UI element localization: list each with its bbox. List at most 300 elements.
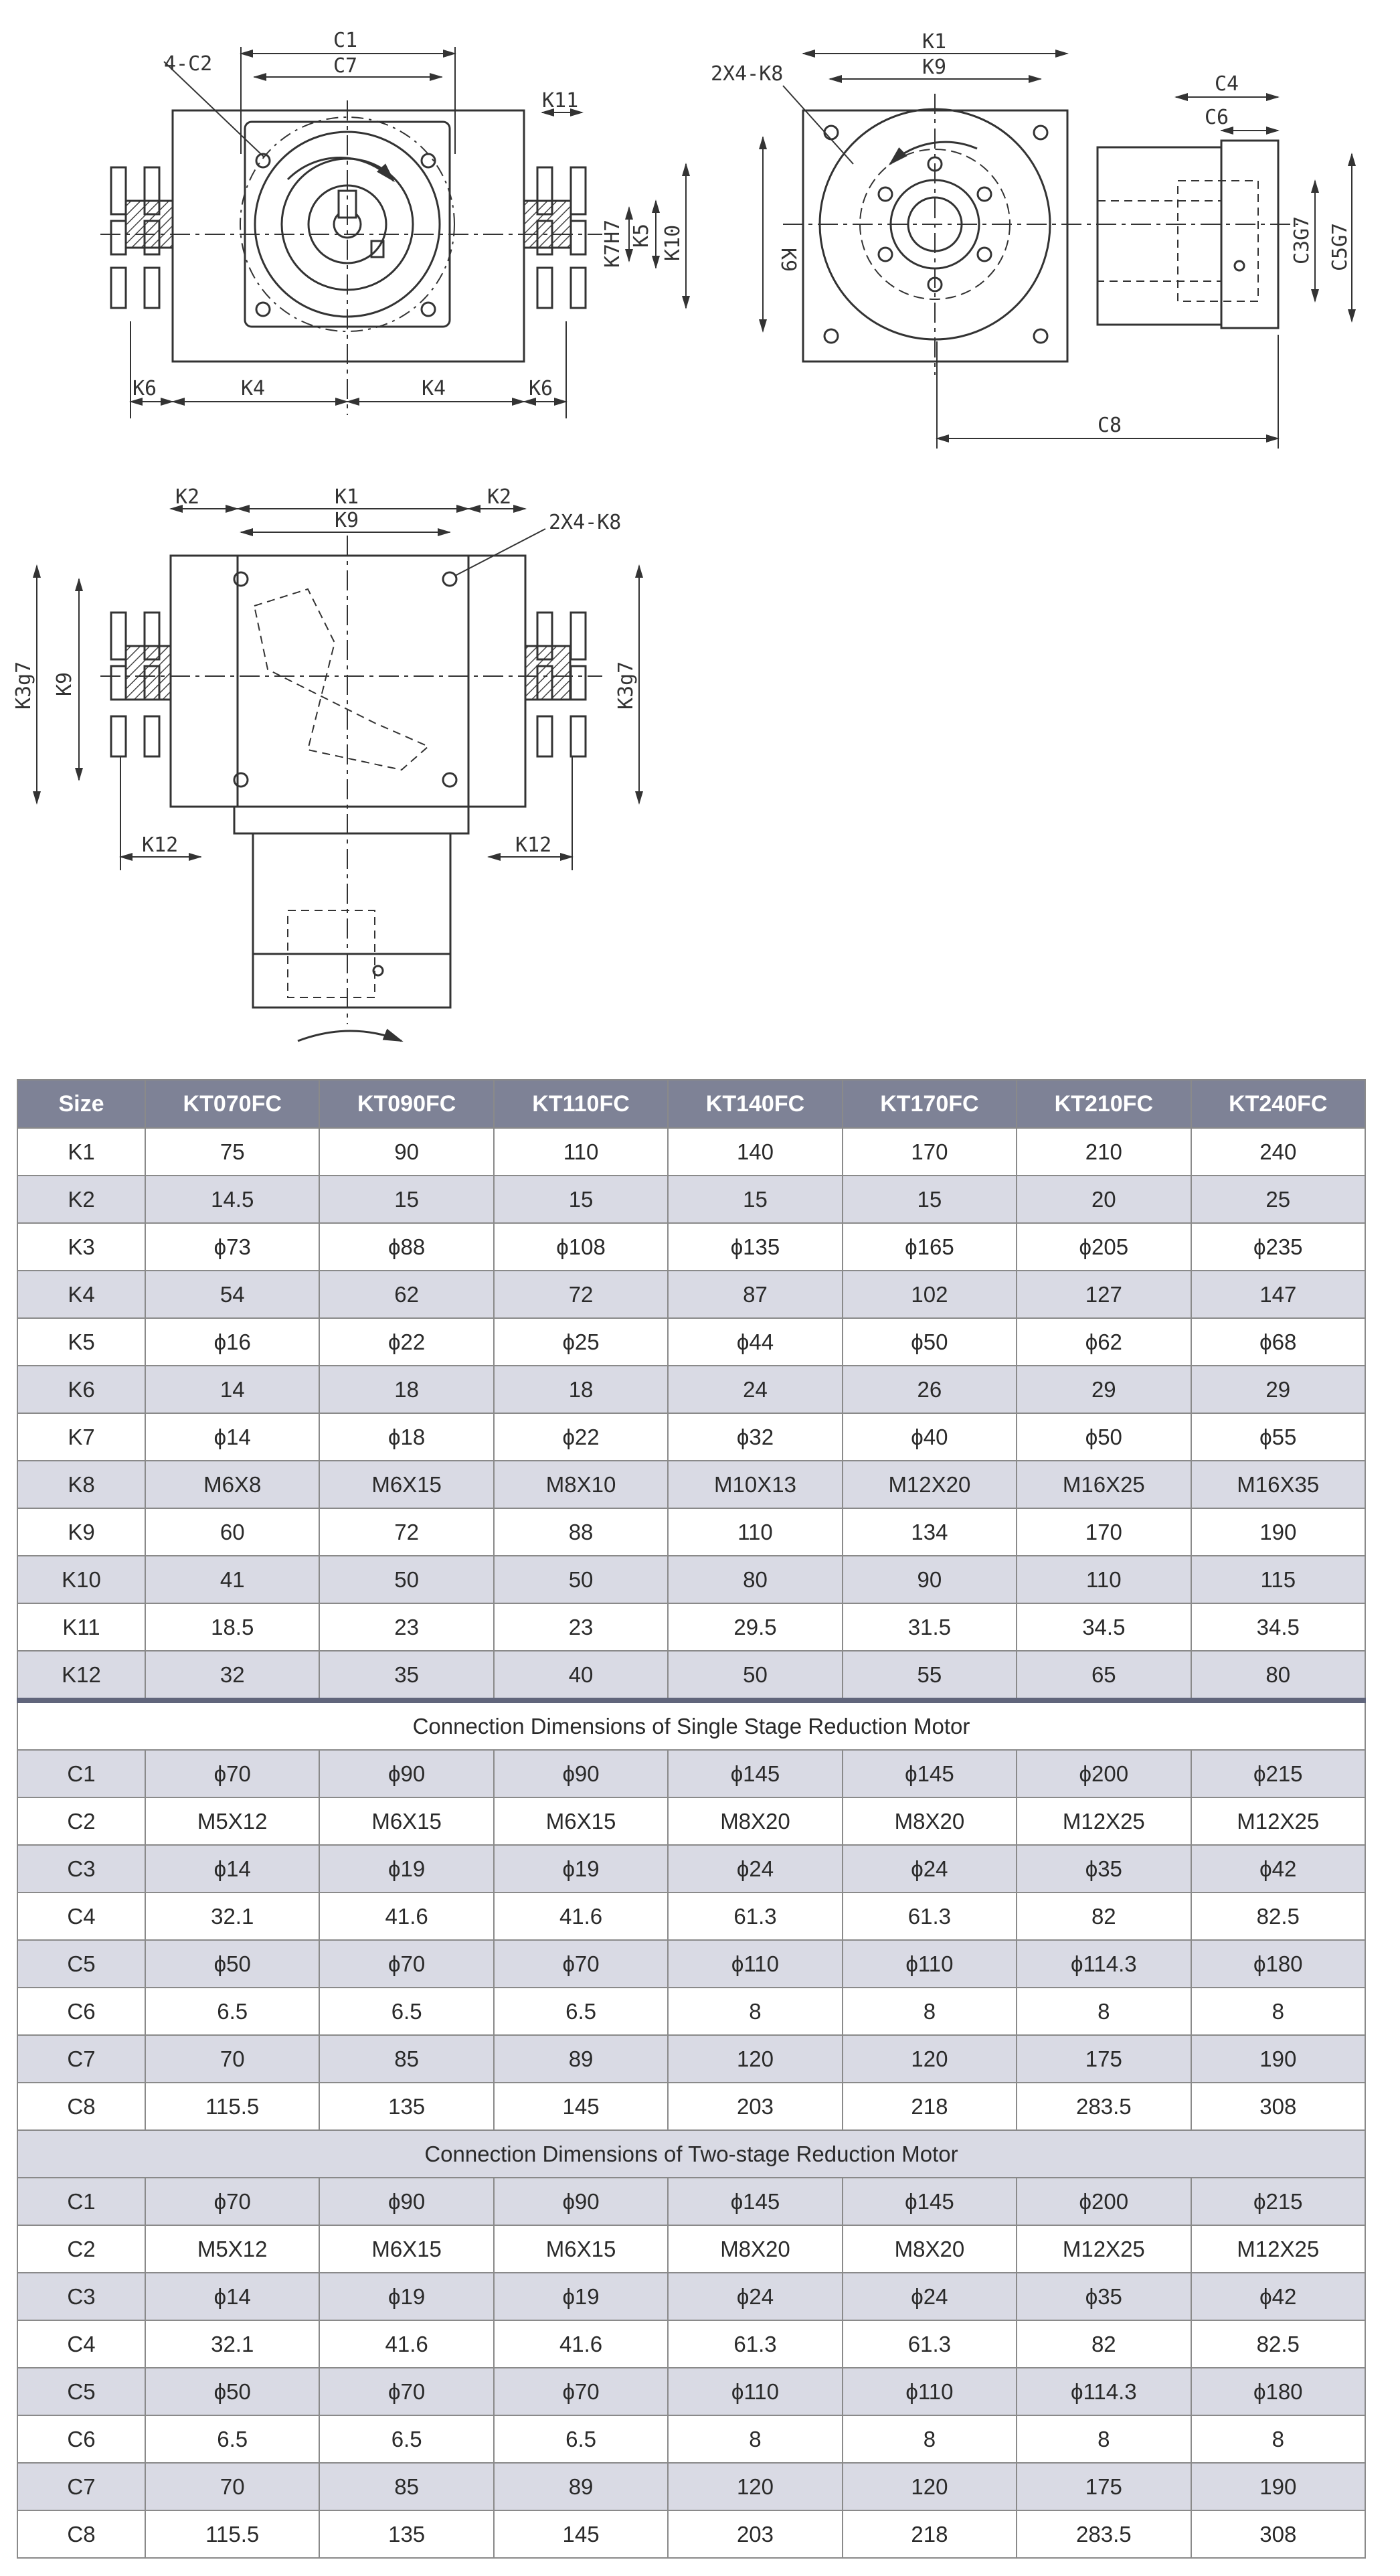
- svg-text:C1: C1: [333, 29, 358, 52]
- table-cell: 40: [494, 1651, 668, 1700]
- table-cell: ϕ25: [494, 1318, 668, 1366]
- table-cell: ϕ32: [668, 1413, 842, 1461]
- table-row: [17, 2320, 1365, 2368]
- table-cell: M6X15: [319, 2225, 493, 2273]
- row-label: C1: [17, 2178, 145, 2225]
- table-cell: ϕ40: [843, 1413, 1017, 1461]
- row-label: K3: [17, 1223, 145, 1271]
- table-cell: 135: [319, 2510, 493, 2558]
- table-cell: 70: [145, 2035, 319, 2083]
- table-cell: 283.5: [1017, 2510, 1191, 2558]
- table-cell: 18: [319, 1366, 493, 1413]
- table-cell: 31.5: [843, 1603, 1017, 1651]
- table-cell: 110: [494, 1128, 668, 1176]
- svg-text:C6: C6: [1205, 106, 1229, 129]
- table-cell: 29: [1017, 1366, 1191, 1413]
- table-cell: 90: [319, 1128, 493, 1176]
- table-cell: 120: [843, 2035, 1017, 2083]
- table-cell: ϕ235: [1191, 1223, 1365, 1271]
- table-cell: 32.1: [145, 2320, 319, 2368]
- svg-text:K12: K12: [142, 833, 179, 857]
- table-cell: ϕ68: [1191, 1318, 1365, 1366]
- table-cell: ϕ145: [843, 2178, 1017, 2225]
- table-cell: ϕ90: [319, 1750, 493, 1797]
- table-cell: 15: [843, 1176, 1017, 1223]
- table-cell: 82.5: [1191, 1893, 1365, 1940]
- row-label: C2: [17, 1797, 145, 1845]
- table-cell: 115.5: [145, 2510, 319, 2558]
- table-cell: M10X13: [668, 1461, 842, 1508]
- row-label: K11: [17, 1603, 145, 1651]
- table-cell: 15: [319, 1176, 493, 1223]
- table-cell: 89: [494, 2035, 668, 2083]
- row-label: K8: [17, 1461, 145, 1508]
- table-cell: 32: [145, 1651, 319, 1700]
- table-cell: ϕ110: [843, 2368, 1017, 2415]
- table-cell: ϕ55: [1191, 1413, 1365, 1461]
- table-cell: 88: [494, 1508, 668, 1556]
- row-label: K2: [17, 1176, 145, 1223]
- table-row: [17, 1893, 1365, 1940]
- table-row: [17, 1750, 1365, 1797]
- table-row: [17, 2225, 1365, 2273]
- row-label: C4: [17, 2320, 145, 2368]
- row-label: C7: [17, 2035, 145, 2083]
- size-header: Size: [17, 1080, 145, 1128]
- table-cell: 6.5: [145, 1988, 319, 2035]
- table-cell: M6X15: [319, 1461, 493, 1508]
- table-row: [17, 1556, 1365, 1603]
- table-cell: 18: [494, 1366, 668, 1413]
- row-label: K12: [17, 1651, 145, 1700]
- table-cell: ϕ145: [843, 1750, 1017, 1797]
- table-row: [17, 2463, 1365, 2510]
- table-cell: ϕ50: [145, 1940, 319, 1988]
- table-cell: 62: [319, 1271, 493, 1318]
- table-cell: M8X20: [668, 2225, 842, 2273]
- table-cell: 20: [1017, 1176, 1191, 1223]
- table-cell: 55: [843, 1651, 1017, 1700]
- row-label: K4: [17, 1271, 145, 1318]
- k-dimensions: [17, 1128, 1365, 1700]
- table-cell: ϕ16: [145, 1318, 319, 1366]
- svg-text:K4: K4: [422, 377, 446, 400]
- table-cell: 240: [1191, 1128, 1365, 1176]
- table-cell: 50: [319, 1556, 493, 1603]
- table-cell: M12X25: [1191, 2225, 1365, 2273]
- row-label: K9: [17, 1508, 145, 1556]
- svg-text:K1: K1: [922, 30, 947, 54]
- table-cell: 15: [494, 1176, 668, 1223]
- table-cell: 8: [843, 2415, 1017, 2463]
- row-label: C8: [17, 2083, 145, 2130]
- table-cell: 120: [843, 2463, 1017, 2510]
- table-cell: 102: [843, 1271, 1017, 1318]
- svg-text:2X4-K8: 2X4-K8: [549, 511, 622, 534]
- table-cell: 8: [668, 1988, 842, 2035]
- table-cell: ϕ70: [145, 1750, 319, 1797]
- model-header: KT140FC: [668, 1080, 842, 1128]
- table-cell: 218: [843, 2083, 1017, 2130]
- table-row: [17, 2368, 1365, 2415]
- table-cell: M8X20: [843, 1797, 1017, 1845]
- table-cell: 34.5: [1017, 1603, 1191, 1651]
- table-cell: 70: [145, 2463, 319, 2510]
- table-cell: ϕ62: [1017, 1318, 1191, 1366]
- table-cell: 8: [1017, 2415, 1191, 2463]
- table-row: [17, 1461, 1365, 1508]
- table-cell: 14: [145, 1366, 319, 1413]
- table-cell: 283.5: [1017, 2083, 1191, 2130]
- table-cell: 72: [319, 1508, 493, 1556]
- table-cell: ϕ18: [319, 1413, 493, 1461]
- table-cell: M5X12: [145, 2225, 319, 2273]
- svg-text:K9: K9: [335, 509, 359, 532]
- table-cell: ϕ14: [145, 1845, 319, 1893]
- table-cell: ϕ70: [319, 2368, 493, 2415]
- table-cell: ϕ42: [1191, 1845, 1365, 1893]
- table-cell: ϕ215: [1191, 2178, 1365, 2225]
- table-cell: M6X8: [145, 1461, 319, 1508]
- svg-text:K6: K6: [529, 377, 553, 400]
- svg-text:K4: K4: [241, 377, 266, 400]
- table-cell: ϕ90: [319, 2178, 493, 2225]
- table-cell: 170: [1017, 1508, 1191, 1556]
- model-header: KT240FC: [1191, 1080, 1365, 1128]
- table-cell: ϕ50: [1017, 1413, 1191, 1461]
- table-row: [17, 1651, 1365, 1700]
- table-cell: 80: [1191, 1651, 1365, 1700]
- table-cell: M6X15: [494, 2225, 668, 2273]
- svg-text:C4: C4: [1215, 72, 1239, 96]
- table-cell: 308: [1191, 2510, 1365, 2558]
- row-label: K10: [17, 1556, 145, 1603]
- table-cell: 41: [145, 1556, 319, 1603]
- svg-text:K9: K9: [53, 671, 76, 696]
- table-row: [17, 1176, 1365, 1223]
- table-cell: M8X20: [843, 2225, 1017, 2273]
- svg-text:C3G7: C3G7: [1290, 216, 1314, 264]
- table-cell: 190: [1191, 1508, 1365, 1556]
- table-cell: 18.5: [145, 1603, 319, 1651]
- table-cell: 8: [668, 2415, 842, 2463]
- svg-text:K2: K2: [487, 485, 512, 509]
- table-cell: 29: [1191, 1366, 1365, 1413]
- table-cell: ϕ73: [145, 1223, 319, 1271]
- svg-text:K7H7: K7H7: [601, 219, 624, 268]
- row-label: C4: [17, 1893, 145, 1940]
- table-cell: 308: [1191, 2083, 1365, 2130]
- table-cell: 89: [494, 2463, 668, 2510]
- table-cell: 6.5: [494, 1988, 668, 2035]
- table-cell: ϕ180: [1191, 2368, 1365, 2415]
- table-cell: 41.6: [319, 2320, 493, 2368]
- two-stage-title: Connection Dimensions of Two-stage Reduction Motor: [17, 2130, 1365, 2178]
- table-row: [17, 1366, 1365, 1413]
- table-cell: 210: [1017, 1128, 1191, 1176]
- table-cell: 8: [1017, 1988, 1191, 2035]
- table-row: [17, 2273, 1365, 2320]
- table-cell: 35: [319, 1651, 493, 1700]
- table-cell: 65: [1017, 1651, 1191, 1700]
- technical-drawings: [0, 0, 1400, 1071]
- table-cell: 120: [668, 2463, 842, 2510]
- table-cell: ϕ42: [1191, 2273, 1365, 2320]
- table-cell: ϕ110: [843, 1940, 1017, 1988]
- svg-text:K11: K11: [542, 89, 579, 112]
- table-cell: ϕ205: [1017, 1223, 1191, 1271]
- row-label: K7: [17, 1413, 145, 1461]
- svg-text:C5G7: C5G7: [1328, 222, 1352, 271]
- svg-text:K3g7: K3g7: [614, 661, 638, 710]
- table-cell: 110: [668, 1508, 842, 1556]
- table-cell: ϕ35: [1017, 2273, 1191, 2320]
- table-cell: ϕ35: [1017, 1845, 1191, 1893]
- table-cell: 24: [668, 1366, 842, 1413]
- table-row: [17, 1603, 1365, 1651]
- table-cell: ϕ24: [668, 1845, 842, 1893]
- table-cell: 190: [1191, 2035, 1365, 2083]
- table-row: [17, 2415, 1365, 2463]
- table-cell: ϕ145: [668, 2178, 842, 2225]
- model-header: KT210FC: [1017, 1080, 1191, 1128]
- table-cell: ϕ70: [494, 1940, 668, 1988]
- table-cell: 110: [1017, 1556, 1191, 1603]
- table-cell: 170: [843, 1128, 1017, 1176]
- table-cell: ϕ22: [494, 1413, 668, 1461]
- table-cell: M12X25: [1017, 1797, 1191, 1845]
- table-cell: 8: [843, 1988, 1017, 2035]
- table-cell: 87: [668, 1271, 842, 1318]
- table-cell: 23: [319, 1603, 493, 1651]
- table-cell: ϕ14: [145, 2273, 319, 2320]
- table-cell: ϕ180: [1191, 1940, 1365, 1988]
- table-cell: M6X15: [494, 1797, 668, 1845]
- table-cell: 75: [145, 1128, 319, 1176]
- svg-text:C7: C7: [333, 54, 358, 78]
- table-cell: 23: [494, 1603, 668, 1651]
- table-cell: 218: [843, 2510, 1017, 2558]
- table-cell: M12X25: [1191, 1797, 1365, 1845]
- row-label: K5: [17, 1318, 145, 1366]
- table-cell: ϕ44: [668, 1318, 842, 1366]
- table-row: [17, 2083, 1365, 2130]
- table-cell: ϕ19: [494, 2273, 668, 2320]
- table-cell: 61.3: [843, 1893, 1017, 1940]
- row-label: C1: [17, 1750, 145, 1797]
- svg-text:K10: K10: [661, 224, 685, 261]
- svg-text:K9: K9: [776, 248, 800, 272]
- table-row: [17, 1940, 1365, 1988]
- table-cell: ϕ24: [668, 2273, 842, 2320]
- svg-text:K1: K1: [335, 485, 359, 509]
- table-cell: M16X25: [1017, 1461, 1191, 1508]
- row-label: C3: [17, 2273, 145, 2320]
- table-cell: 50: [668, 1651, 842, 1700]
- table-row: [17, 1223, 1365, 1271]
- table-cell: 34.5: [1191, 1603, 1365, 1651]
- table-row: [17, 1988, 1365, 2035]
- table-cell: ϕ88: [319, 1223, 493, 1271]
- table-cell: 115: [1191, 1556, 1365, 1603]
- table-cell: 72: [494, 1271, 668, 1318]
- table-cell: ϕ70: [494, 2368, 668, 2415]
- table-cell: 26: [843, 1366, 1017, 1413]
- row-label: C5: [17, 1940, 145, 1988]
- row-label: C3: [17, 1845, 145, 1893]
- table-cell: ϕ19: [494, 1845, 668, 1893]
- table-cell: 85: [319, 2035, 493, 2083]
- table-row: [17, 2510, 1365, 2558]
- front-view-labels: [133, 29, 685, 400]
- side-view: [763, 54, 1352, 449]
- table-cell: ϕ70: [145, 2178, 319, 2225]
- row-label: K6: [17, 1366, 145, 1413]
- table-row: [17, 2178, 1365, 2225]
- table-cell: M12X20: [843, 1461, 1017, 1508]
- svg-text:K5: K5: [630, 223, 653, 248]
- table-cell: ϕ22: [319, 1318, 493, 1366]
- table-cell: 41.6: [494, 2320, 668, 2368]
- table-cell: 190: [1191, 2463, 1365, 2510]
- model-header: KT090FC: [319, 1080, 493, 1128]
- two-stage-dimensions: [17, 2130, 1365, 2558]
- svg-text:4-C2: 4-C2: [164, 52, 213, 76]
- table-cell: ϕ200: [1017, 2178, 1191, 2225]
- row-label: C7: [17, 2463, 145, 2510]
- table-cell: 61.3: [668, 2320, 842, 2368]
- table-cell: 8: [1191, 2415, 1365, 2463]
- table-cell: ϕ145: [668, 1750, 842, 1797]
- table-cell: 80: [668, 1556, 842, 1603]
- table-cell: 15: [668, 1176, 842, 1223]
- model-header: KT170FC: [843, 1080, 1017, 1128]
- table-row: [17, 1413, 1365, 1461]
- table-cell: 6.5: [145, 2415, 319, 2463]
- table-cell: ϕ50: [843, 1318, 1017, 1366]
- top-view: [37, 509, 639, 1041]
- table-cell: ϕ165: [843, 1223, 1017, 1271]
- model-header: KT070FC: [145, 1080, 319, 1128]
- table-cell: 6.5: [319, 2415, 493, 2463]
- table-cell: 41.6: [494, 1893, 668, 1940]
- table-cell: ϕ14: [145, 1413, 319, 1461]
- svg-text:C8: C8: [1098, 414, 1122, 437]
- table-cell: 61.3: [668, 1893, 842, 1940]
- table-cell: ϕ24: [843, 1845, 1017, 1893]
- table-cell: ϕ114.3: [1017, 1940, 1191, 1988]
- row-label: C6: [17, 1988, 145, 2035]
- table-cell: ϕ19: [319, 1845, 493, 1893]
- table-row: [17, 1508, 1365, 1556]
- table-cell: 50: [494, 1556, 668, 1603]
- side-view-labels: [711, 30, 1352, 437]
- single-stage-dimensions: [17, 1700, 1365, 2130]
- table-cell: 115.5: [145, 2083, 319, 2130]
- table-cell: ϕ19: [319, 2273, 493, 2320]
- table-cell: 203: [668, 2510, 842, 2558]
- table-row: [17, 1271, 1365, 1318]
- table-cell: ϕ70: [319, 1940, 493, 1988]
- table-header: [17, 1080, 1365, 1128]
- table-cell: 82.5: [1191, 2320, 1365, 2368]
- table-cell: ϕ215: [1191, 1750, 1365, 1797]
- table-cell: 203: [668, 2083, 842, 2130]
- table-cell: 61.3: [843, 2320, 1017, 2368]
- table-cell: 147: [1191, 1271, 1365, 1318]
- table-cell: 175: [1017, 2035, 1191, 2083]
- table-cell: M6X15: [319, 1797, 493, 1845]
- table-cell: 6.5: [319, 1988, 493, 2035]
- table-cell: ϕ90: [494, 2178, 668, 2225]
- table-cell: 120: [668, 2035, 842, 2083]
- svg-text:K3g7: K3g7: [12, 661, 35, 710]
- svg-text:K2: K2: [175, 485, 200, 509]
- table-cell: M8X20: [668, 1797, 842, 1845]
- table-cell: 8: [1191, 1988, 1365, 2035]
- table-cell: 135: [319, 2083, 493, 2130]
- single-stage-title: Connection Dimensions of Single Stage Reduction Motor: [17, 1700, 1365, 1750]
- table-cell: ϕ108: [494, 1223, 668, 1271]
- table-row: [17, 1797, 1365, 1845]
- dimension-table: [17, 1079, 1366, 2559]
- table-cell: 25: [1191, 1176, 1365, 1223]
- table-cell: 29.5: [668, 1603, 842, 1651]
- table-cell: ϕ24: [843, 2273, 1017, 2320]
- table-cell: M12X25: [1017, 2225, 1191, 2273]
- table-cell: 14.5: [145, 1176, 319, 1223]
- table-cell: ϕ114.3: [1017, 2368, 1191, 2415]
- table-cell: 32.1: [145, 1893, 319, 1940]
- table-cell: ϕ135: [668, 1223, 842, 1271]
- table-cell: 82: [1017, 1893, 1191, 1940]
- table-cell: ϕ50: [145, 2368, 319, 2415]
- row-label: C2: [17, 2225, 145, 2273]
- table-cell: 41.6: [319, 1893, 493, 1940]
- table-row: [17, 1845, 1365, 1893]
- table-cell: ϕ110: [668, 2368, 842, 2415]
- table-row: [17, 1318, 1365, 1366]
- table-cell: M8X10: [494, 1461, 668, 1508]
- row-label: C5: [17, 2368, 145, 2415]
- table-cell: M5X12: [145, 1797, 319, 1845]
- row-label: C6: [17, 2415, 145, 2463]
- table-cell: 85: [319, 2463, 493, 2510]
- table-cell: 145: [494, 2510, 668, 2558]
- table-cell: 82: [1017, 2320, 1191, 2368]
- table-cell: 145: [494, 2083, 668, 2130]
- table-row: [17, 1128, 1365, 1176]
- table-cell: 60: [145, 1508, 319, 1556]
- table-cell: 54: [145, 1271, 319, 1318]
- svg-text:K9: K9: [922, 56, 947, 79]
- row-label: C8: [17, 2510, 145, 2558]
- table-cell: 134: [843, 1508, 1017, 1556]
- table-cell: 127: [1017, 1271, 1191, 1318]
- table-cell: 175: [1017, 2463, 1191, 2510]
- table-cell: ϕ110: [668, 1940, 842, 1988]
- model-header: KT110FC: [494, 1080, 668, 1128]
- table-cell: ϕ90: [494, 1750, 668, 1797]
- table-cell: 140: [668, 1128, 842, 1176]
- row-label: K1: [17, 1128, 145, 1176]
- table-cell: ϕ200: [1017, 1750, 1191, 1797]
- table-cell: M16X35: [1191, 1461, 1365, 1508]
- table-cell: 6.5: [494, 2415, 668, 2463]
- table-cell: 90: [843, 1556, 1017, 1603]
- front-view: [100, 47, 686, 418]
- svg-text:K12: K12: [515, 833, 552, 857]
